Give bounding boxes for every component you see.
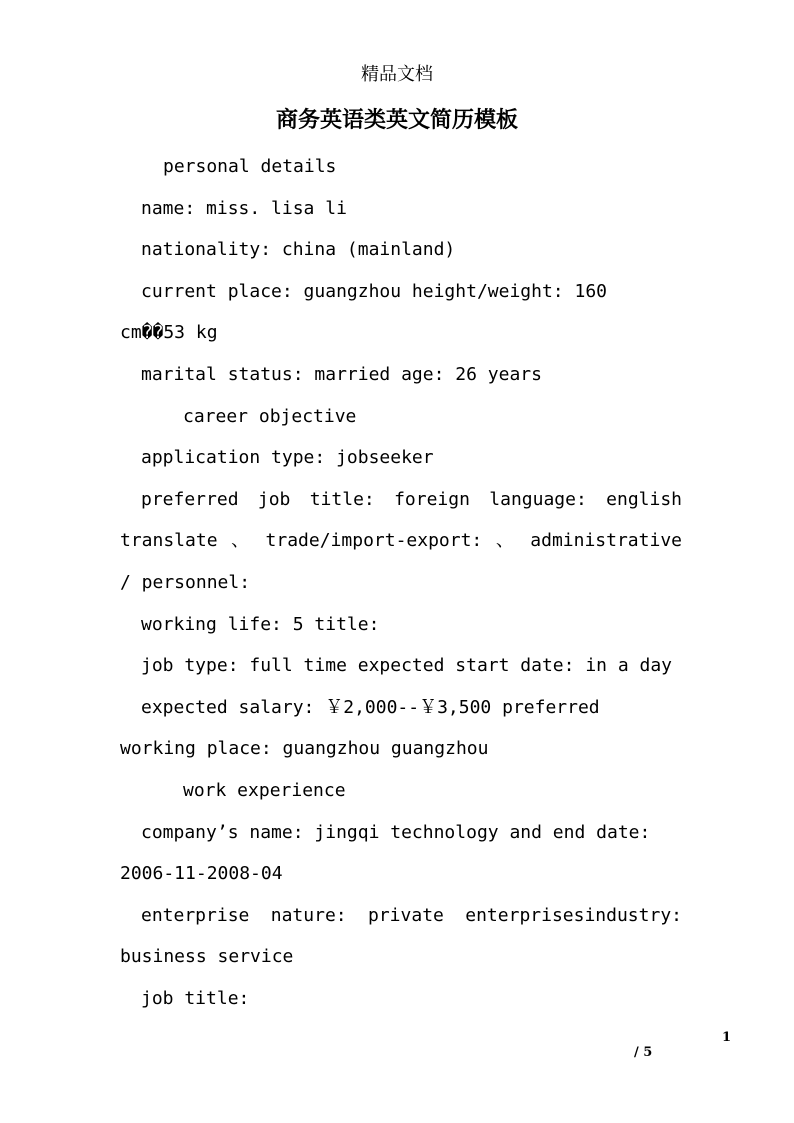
- document-title: 商务英语类英文简历模板: [275, 107, 518, 133]
- marital-status-line: marital status: married age: 26 years: [141, 363, 542, 385]
- enterprise-nature-line: enterprise nature: private enterprisesindustry: business service: [120, 904, 682, 968]
- current-place-line: current place: guangzhou height/weight: 160 cm��53 kg: [120, 280, 607, 344]
- nationality-line: nationality: china (mainland): [141, 239, 456, 261]
- page-number: 1: [722, 1030, 732, 1045]
- page-total: / 5: [634, 1045, 653, 1060]
- section-heading-career-objective: career objective: [183, 405, 357, 427]
- job-title-line: job title:: [141, 987, 250, 1009]
- name-line: name: miss. lisa li: [141, 197, 347, 219]
- section-heading-personal-details: personal details: [163, 156, 337, 177]
- resume-body: [120, 146, 682, 1019]
- job-type-line: job type: full time expected start date: in a day: [141, 655, 673, 677]
- section-heading-work-experience: work experience: [183, 779, 346, 801]
- expected-salary-line: expected salary: ￥2,000--￥3,500 preferred working place: guangzhou guangzhou: [120, 696, 600, 760]
- working-life-line: working life: 5 title:: [141, 613, 380, 635]
- company-name-line: company’s name: jingqi technology and end date: 2006-11-2008-04: [120, 821, 651, 885]
- document-header: 精品文档: [361, 64, 433, 85]
- application-type-line: application type: jobseeker: [141, 447, 434, 469]
- preferred-job-title-line: preferred job title: foreign language: english translate 、 trade/import-export: 、 administrative / personnel:: [120, 488, 682, 593]
